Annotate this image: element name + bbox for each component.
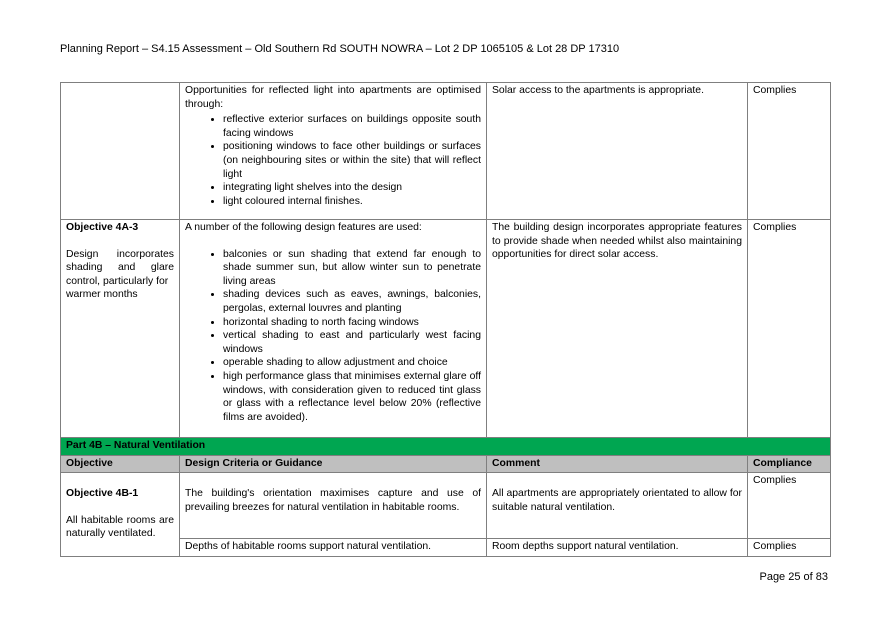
compliance-cell: Complies [748,220,831,438]
compliance-cell: Complies [748,83,831,220]
comment-text: All apartments are appropriately orientated to allow for suitable natural ventilation. [492,488,742,513]
page-header: Planning Report – S4.15 Assessment – Old Southern Rd SOUTH NOWRA – Lot 2 DP 1065105 & Lot 28 DP 17310 [60,43,620,55]
criteria-intro: Opportunities for reflected light into apartments are optimised through: [185,85,481,110]
objective-cell [61,220,180,438]
list-item: • light coloured internal finishes. [223,195,481,209]
objective-text: warmer months [66,289,138,301]
list-item: • operable shading to allow adjustment and choice [223,356,481,370]
list-item: • shading devices such as eaves, awnings, balconies, pergolas, external louvres and planting [223,288,481,315]
column-header-criteria: Design Criteria or Guidance [180,455,487,473]
list-item: • high performance glass that minimises external glare off windows, with consideration given to reduced tint glass or glass with a reflectance level below 20% (reflective films are avoided). [223,370,481,424]
objective-title: Objective 4B-1 [66,488,139,500]
criteria-list [185,248,481,425]
list-item: • reflective exterior surfaces on buildings opposite south facing windows [223,113,481,140]
assessment-table [60,82,831,557]
column-header-row [61,455,831,473]
objective-text: Design incorporates shading and glare control, particularly for [66,248,174,287]
comment-cell [487,473,748,539]
objective-cell [61,473,180,557]
table-row [61,473,831,539]
compliance-cell: Complies [748,539,831,557]
section-header-row [61,438,831,456]
compliance-cell: Complies [748,473,831,539]
list-item: • positioning windows to face other buildings or surfaces (on neighbouring sites or within the site) that will reflect light [223,140,481,181]
criteria-cell: Depths of habitable rooms support natural ventilation. [180,539,487,557]
section-title: Part 4B – Natural Ventilation [61,438,831,456]
criteria-cell [180,83,487,220]
list-item: • vertical shading to east and particularly west facing windows [223,329,481,356]
objective-title: Objective 4A-3 [66,222,139,233]
table-row [61,220,831,438]
objective-text: All habitable rooms are naturally ventilated. [66,514,174,540]
column-header-objective: Objective [61,455,180,473]
page-number: Page 25 of 83 [759,571,828,583]
column-header-compliance: Compliance [748,455,831,473]
list-item: • integrating light shelves into the design [223,181,481,195]
criteria-text: The building's orientation maximises capture and use of prevailing breezes for natural ventilation in habitable rooms. [185,488,481,513]
criteria-list [185,113,481,208]
comment-cell: Room depths support natural ventilation. [487,539,748,557]
column-header-comment: Comment [487,455,748,473]
comment-cell: The building design incorporates appropriate features to provide shade when needed whilst also maintaining opportunities for direct solar access. [487,220,748,438]
criteria-cell [180,220,487,438]
criteria-cell [180,473,487,539]
table-row [61,83,831,220]
criteria-intro: A number of the following design features are used: [185,222,422,233]
comment-cell: Solar access to the apartments is appropriate. [487,83,748,220]
list-item: • balconies or sun shading that extend far enough to shade summer sun, but allow winter sun to penetrate living areas [223,248,481,289]
objective-cell [61,83,180,220]
list-item: • horizontal shading to north facing windows [223,316,481,330]
